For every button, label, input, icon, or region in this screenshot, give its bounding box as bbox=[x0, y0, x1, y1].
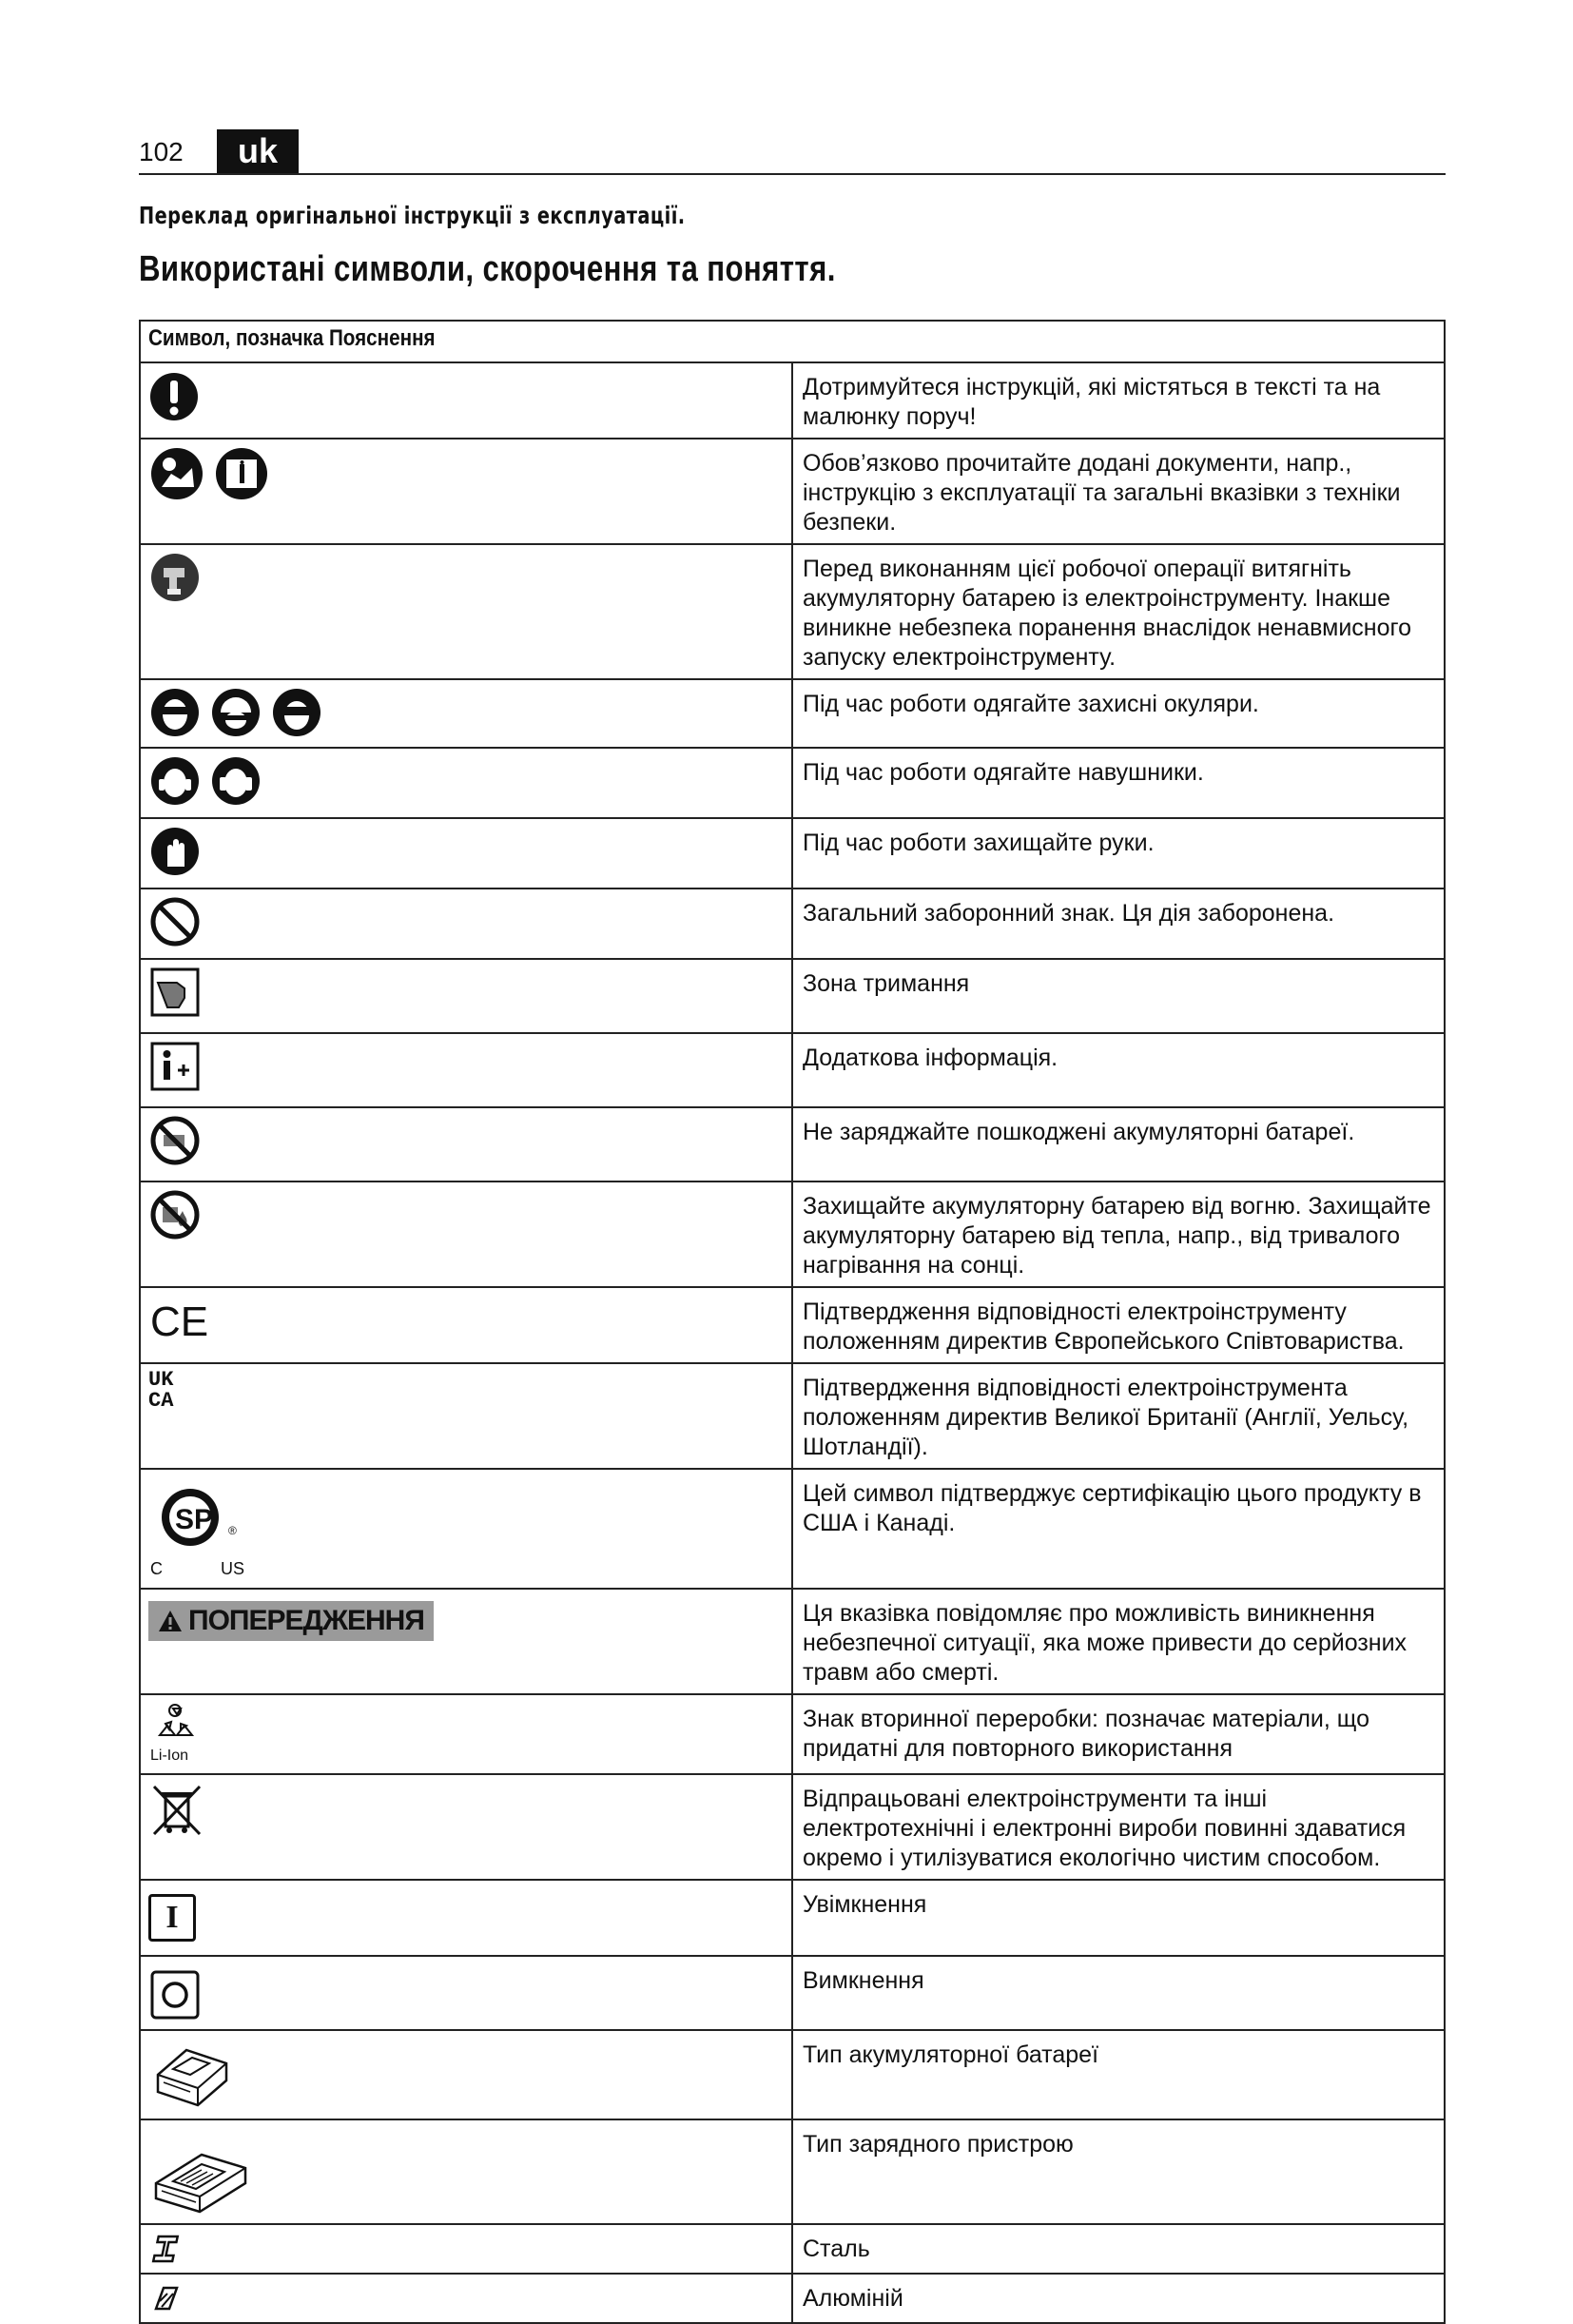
row-text: Вимкнення bbox=[792, 1956, 1445, 2030]
ear-protection-alt-icon bbox=[209, 754, 262, 808]
row-text: Загальний заборонний знак. Ця дія заборонена. bbox=[792, 889, 1445, 959]
table-row bbox=[140, 1107, 1445, 1182]
row-text: Цей символ підтверджує сертифікацію цього продукту в США і Канаді. bbox=[792, 1469, 1445, 1589]
row-text: Дотримуйтеся інструкцій, які містяться в тексті та на малюнку поруч! bbox=[792, 362, 1445, 439]
table-row bbox=[140, 2274, 1445, 2323]
table-row bbox=[140, 1589, 1445, 1694]
header-rule bbox=[139, 173, 1446, 175]
recycling-li-ion-icon bbox=[148, 1701, 215, 1767]
info-book-icon bbox=[213, 445, 270, 502]
table-row bbox=[140, 1287, 1445, 1363]
aluminium-icon bbox=[148, 2280, 183, 2316]
table-row bbox=[140, 2030, 1445, 2119]
row-text: Перед виконанням цієї робочої операції витягніть акумуляторну батарею із електроінструменту. Інакше виникне небезпека поранення внаслідок ненавмисного запуску електроінструменту. bbox=[792, 544, 1445, 679]
table-row bbox=[140, 1469, 1445, 1589]
table-row bbox=[140, 1774, 1445, 1880]
face-shield-icon bbox=[148, 686, 202, 739]
row-text: Зона тримання bbox=[792, 959, 1445, 1033]
document-subtitle: Переклад оригінальної інструкції з експлуатації. bbox=[139, 202, 686, 229]
gloves-icon bbox=[148, 825, 202, 878]
safety-goggles-icon bbox=[270, 686, 323, 739]
row-text: Ця вказівка повідомляє про можливість виникнення небезпечної ситуації, яка може привести до серйозних травм або смерті. bbox=[792, 1589, 1445, 1694]
section-title: Використані символи, скорочення та поняття. bbox=[139, 249, 836, 289]
row-text: Не заряджайте пошкоджені акумуляторні батареї. bbox=[792, 1107, 1445, 1182]
svg-text:US: US bbox=[221, 1559, 245, 1578]
no-fire-battery-icon bbox=[148, 1188, 202, 1241]
charger-icon bbox=[148, 2126, 253, 2217]
table-row bbox=[140, 544, 1445, 679]
weee-bin-icon bbox=[148, 1781, 205, 1838]
svg-text:SP: SP bbox=[175, 1504, 214, 1535]
row-text: Увімкнення bbox=[792, 1880, 1445, 1956]
table-row bbox=[140, 1694, 1445, 1774]
remove-battery-icon bbox=[148, 551, 202, 604]
language-badge: uk bbox=[217, 129, 299, 173]
row-text: Обов’язково прочитайте додані документи, напр., інструкцію з експлуатації та загальні вказівки з техніки безпеки. bbox=[792, 439, 1445, 544]
table-row bbox=[140, 959, 1445, 1033]
svg-text:Li-Ion: Li-Ion bbox=[150, 1748, 189, 1764]
no-charge-damaged-battery-icon bbox=[148, 1114, 202, 1167]
table-row bbox=[140, 2119, 1445, 2224]
row-text: Знак вторинної переробки: позначає матеріали, що придатні для повторного використання bbox=[792, 1694, 1445, 1774]
read-manual-icon bbox=[148, 445, 205, 502]
table-row bbox=[140, 889, 1445, 959]
row-text: Тип зарядного пристрою bbox=[792, 2119, 1445, 2224]
svg-text:C: C bbox=[150, 1559, 163, 1578]
row-text: Тип акумуляторної батареї bbox=[792, 2030, 1445, 2119]
table-row bbox=[140, 439, 1445, 544]
battery-pack-icon bbox=[148, 2037, 236, 2113]
table-header: Символ, позначка Пояснення bbox=[140, 321, 1445, 362]
page-number: 102 bbox=[139, 137, 184, 166]
table-row bbox=[140, 1956, 1445, 2030]
row-text: Сталь bbox=[792, 2224, 1445, 2274]
grip-zone-icon bbox=[148, 966, 202, 1019]
ukca-mark-icon: UK CA bbox=[148, 1368, 174, 1413]
row-text: Алюміній bbox=[792, 2274, 1445, 2323]
row-text: Підтвердження відповідності електроінструменту положенням директив Європейського Співтовариства. bbox=[792, 1287, 1445, 1363]
table-row bbox=[140, 1880, 1445, 1956]
table-row bbox=[140, 679, 1445, 748]
additional-info-icon bbox=[148, 1040, 202, 1093]
table-header-row bbox=[140, 321, 1445, 362]
table-row bbox=[140, 748, 1445, 818]
table-row bbox=[140, 818, 1445, 889]
prohibition-icon bbox=[148, 895, 202, 948]
steel-icon bbox=[148, 2231, 183, 2267]
row-text: Під час роботи захищайте руки. bbox=[792, 818, 1445, 889]
power-off-icon bbox=[148, 1968, 204, 2023]
svg-text:CE: CE bbox=[150, 1299, 209, 1345]
row-text: Під час роботи одягайте навушники. bbox=[792, 748, 1445, 818]
table-row bbox=[140, 1182, 1445, 1287]
row-text: Додаткова інформація. bbox=[792, 1033, 1445, 1107]
row-text: Відпрацьовані електроінструменти та інші електротехнічні і електронні вироби повинні здаватися окремо і утилізуватися екологічно чистим способом. bbox=[792, 1774, 1445, 1880]
power-on-icon: I bbox=[148, 1894, 196, 1942]
svg-text:®: ® bbox=[228, 1524, 237, 1537]
ce-mark-icon bbox=[148, 1294, 209, 1347]
ear-protection-icon bbox=[148, 754, 202, 808]
table-row bbox=[140, 2224, 1445, 2274]
safety-helmet-icon bbox=[209, 686, 262, 739]
table-row bbox=[140, 362, 1445, 439]
table-row bbox=[140, 1363, 1445, 1469]
mandatory-instruction-icon bbox=[148, 369, 200, 424]
csa-mark-icon bbox=[148, 1475, 253, 1580]
table-row bbox=[140, 1033, 1445, 1107]
row-text: Захищайте акумуляторну батарею від вогню. Захищайте акумуляторну батарею від тепла, напр., від тривалого нагрівання на сонці. bbox=[792, 1182, 1445, 1287]
row-text: Підтвердження відповідності електроінструмента положенням директив Великої Британії (Англії, Уельсу, Шотландії). bbox=[792, 1363, 1445, 1469]
row-text: Під час роботи одягайте захисні окуляри. bbox=[792, 679, 1445, 748]
warning-label-icon: ПОПЕРЕДЖЕННЯ bbox=[148, 1601, 434, 1641]
symbols-table bbox=[139, 320, 1446, 2324]
